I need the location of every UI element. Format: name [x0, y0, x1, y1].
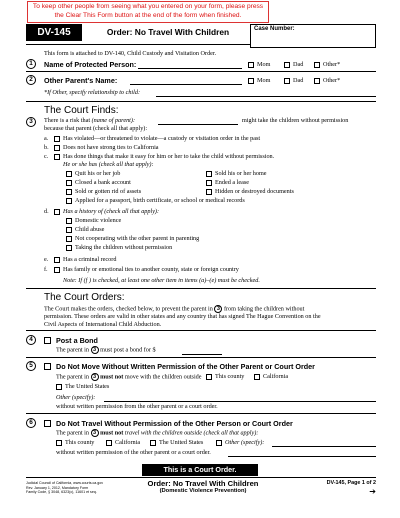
hidden-docs-checkbox[interactable]	[206, 189, 212, 195]
not-cooperating-label: Not cooperating with the other parent in parenting	[75, 235, 200, 242]
post-bond-post: must post a bond for $	[100, 346, 156, 354]
orders-text-3: Civil Aspects of International Child Abduction.	[44, 321, 162, 328]
no-travel-california-label: California	[115, 439, 141, 446]
ref-item-3: 3	[91, 429, 99, 437]
rule	[26, 288, 376, 289]
orders-text-1	[44, 305, 304, 313]
letter-e: e.	[44, 256, 49, 263]
footer-center	[118, 479, 288, 496]
finding-f: Has family or emotional ties to another county, state or foreign country	[63, 266, 239, 273]
no-move-us-checkbox[interactable]	[56, 384, 62, 390]
finding-f-checkbox[interactable]	[54, 267, 60, 273]
orders-text-1b: from taking the children without	[223, 305, 305, 313]
dad-label-1: Dad	[293, 61, 304, 68]
no-travel-county-checkbox[interactable]	[56, 440, 62, 446]
closed-bank-label: Closed a bank account	[75, 179, 131, 186]
no-travel-other-label: Other (specify):	[225, 439, 265, 446]
post-bond-title: Post a Bond	[56, 336, 98, 345]
form-title: Order: No Travel With Children	[106, 27, 230, 37]
no-travel-text	[56, 429, 258, 437]
no-travel-post: travel with the children outside (check all that apply):	[124, 429, 259, 437]
footer-line-3: Family Code, § 3048, 6323(c), 11601 et seq.	[26, 490, 97, 495]
no-travel-county-label: This county	[65, 439, 95, 446]
no-travel-other-field[interactable]	[272, 440, 376, 447]
protected-person-label: Name of Protected Person:	[44, 60, 137, 69]
footer-subtitle: (Domestic Violence Prevention)	[159, 488, 247, 495]
closed-bank-checkbox[interactable]	[66, 180, 72, 186]
court-order-banner: This is a Court Order.	[142, 464, 258, 476]
letter-d: d.	[44, 208, 49, 215]
item-number-6: 6	[26, 418, 36, 428]
rule	[26, 413, 376, 414]
domestic-violence-checkbox[interactable]	[66, 218, 72, 224]
dad-checkbox-2[interactable]	[284, 78, 290, 84]
finding-b-checkbox[interactable]	[54, 145, 60, 151]
no-move-pre: The parent in	[56, 373, 89, 381]
risk-line-2: because that parent (check all that apply):	[44, 125, 148, 132]
other-label-2: Other*	[323, 77, 341, 84]
no-move-california-checkbox[interactable]	[254, 374, 260, 380]
no-move-california-label: California	[263, 373, 289, 380]
risk-italic: (name of parent):	[91, 117, 136, 124]
mom-label-1: Mom	[257, 61, 271, 68]
not-cooperating-checkbox[interactable]	[66, 236, 72, 242]
mom-checkbox-1[interactable]	[248, 62, 254, 68]
case-number-label: Case Number:	[254, 26, 295, 32]
no-travel-checkbox[interactable]	[44, 420, 51, 427]
letter-f: f.	[44, 266, 48, 273]
footer-line-1: Judicial Council of California, www.courts.ca.gov	[26, 481, 104, 485]
other-parent-field[interactable]	[130, 78, 242, 85]
ref-item-3: 3	[91, 346, 99, 354]
privacy-notice: To keep other people from seeing what you entered on your form, please press the Clear This Form button at the end of the form when finished.	[27, 1, 269, 23]
post-bond-pre: The parent in	[56, 346, 89, 354]
protected-person-field[interactable]	[138, 62, 242, 69]
quit-job-checkbox[interactable]	[66, 171, 72, 177]
ended-lease-label: Ended a lease	[215, 179, 250, 186]
dad-label-2: Dad	[293, 77, 304, 84]
post-bond-checkbox[interactable]	[44, 337, 51, 344]
header-rule	[26, 44, 250, 45]
risk-pre: There is a risk that	[44, 117, 91, 124]
finding-e-checkbox[interactable]	[54, 257, 60, 263]
applied-passport-checkbox[interactable]	[66, 198, 72, 204]
footer-left	[26, 481, 116, 495]
finding-c-checkbox[interactable]	[54, 154, 60, 160]
no-travel-california-checkbox[interactable]	[106, 440, 112, 446]
child-abuse-checkbox[interactable]	[66, 227, 72, 233]
footer-title: Order: No Travel With Children	[147, 479, 259, 488]
court-finds-heading: The Court Finds:	[44, 105, 119, 116]
risk-line	[44, 117, 135, 125]
court-orders-heading: The Court Orders:	[44, 292, 125, 303]
next-page-arrow-icon[interactable]: ➔	[369, 486, 376, 496]
ended-lease-checkbox[interactable]	[206, 180, 212, 186]
no-move-checkbox[interactable]	[44, 363, 51, 370]
no-move-county-label: This county	[215, 373, 245, 380]
no-travel-pre: The parent in	[56, 429, 89, 437]
risk-post: might take the children without permission	[242, 117, 349, 124]
taking-children-checkbox[interactable]	[66, 245, 72, 251]
no-move-post: move with the children outside	[124, 373, 202, 381]
sold-assets-label: Sold or gotten rid of assets	[75, 188, 142, 195]
no-travel-mid: must not	[100, 429, 124, 437]
finding-note: Note: If (f ) is checked, at least one other item in items (a)–(e) must be checked.	[63, 277, 260, 284]
sold-assets-checkbox[interactable]	[66, 189, 72, 195]
sold-home-label: Sold his or her home	[215, 170, 267, 177]
no-move-other-label: Other (specify):	[56, 394, 96, 401]
letter-c: c.	[44, 153, 49, 160]
no-move-text	[56, 373, 202, 381]
sold-home-checkbox[interactable]	[206, 171, 212, 177]
footer-line-2: Rev. January 1, 2012, Mandatory Form	[26, 485, 89, 490]
mom-label-2: Mom	[257, 77, 271, 84]
hidden-docs-label: Hidden or destroyed documents	[215, 188, 294, 195]
applied-passport-label: Applied for a passport, birth certificate, or school or medical records	[75, 197, 245, 204]
footer-page: DV-145, Page 1 of 2	[326, 480, 376, 486]
dad-checkbox-1[interactable]	[284, 62, 290, 68]
case-number-box[interactable]	[250, 24, 376, 48]
taking-children-label: Taking the children without permission	[75, 244, 173, 251]
item-number-3: 3	[26, 117, 36, 127]
item-number-1: 1	[26, 59, 36, 69]
no-move-title: Do Not Move Without Written Permission of the Other Parent or Court Order	[56, 362, 315, 371]
rule	[26, 330, 376, 331]
finding-d-checkbox[interactable]	[54, 209, 60, 215]
rule	[26, 357, 376, 358]
quit-job-label: Quit his or her job	[75, 170, 121, 177]
letter-b: b.	[44, 144, 49, 151]
ref-item-3: 3	[91, 373, 99, 381]
item-number-4: 4	[26, 335, 36, 345]
no-travel-other-checkbox[interactable]	[216, 440, 222, 446]
finding-a: Has violated—or threatened to violate—a custody or visitation order in the past	[63, 135, 261, 142]
no-move-us-label: The United States	[65, 383, 110, 390]
post-bond-text	[56, 346, 156, 354]
domestic-violence-label: Domestic violence	[75, 217, 122, 224]
child-abuse-label: Child abuse	[75, 226, 105, 233]
no-move-county-checkbox[interactable]	[206, 374, 212, 380]
item-number-5: 5	[26, 361, 36, 371]
bond-amount-field[interactable]	[182, 348, 222, 355]
no-move-other-field[interactable]	[104, 395, 376, 402]
letter-a: a.	[44, 135, 49, 142]
other-checkbox-1[interactable]	[314, 62, 320, 68]
footer-right	[300, 480, 376, 497]
no-move-without: without written permission from the other parent or a court order.	[56, 403, 218, 410]
no-travel-us-checkbox[interactable]	[150, 440, 156, 446]
no-travel-title: Do Not Travel Without Permission of the Other Person or Court Order	[56, 419, 293, 428]
other-parent-label: Other Parent's Name:	[44, 76, 118, 85]
footer-rule	[26, 477, 376, 478]
no-travel-extra-field[interactable]	[228, 450, 376, 457]
no-move-mid: must not	[100, 373, 124, 381]
no-travel-us-label: The United States	[159, 439, 204, 446]
attached-text: This form is attached to DV-140, Child Custody and Visitation Order.	[44, 50, 217, 57]
risk-parent-field[interactable]	[158, 118, 238, 125]
finding-c: Has done things that make it easy for him or her to take the child without permission.	[63, 153, 275, 160]
other-label-1: Other*	[323, 61, 341, 68]
other-checkbox-2[interactable]	[314, 78, 320, 84]
item-number-2: 2	[26, 75, 36, 85]
orders-text-2: permission. These orders are valid in other states and any country that has signed The Hague Convention on the	[44, 313, 321, 320]
finding-d: Has a history of (check all that apply):	[63, 208, 160, 215]
finding-a-checkbox[interactable]	[54, 136, 60, 142]
ref-item-3: 3	[214, 305, 222, 313]
finding-c-sub: He or she has (check all that apply):	[63, 161, 154, 168]
finding-e: Has a criminal record	[63, 256, 117, 263]
finding-b: Does not have strong ties to California	[63, 144, 159, 151]
form-number: DV-145	[26, 24, 82, 41]
rule	[26, 101, 376, 102]
other-relationship-field[interactable]	[156, 90, 376, 97]
rule	[26, 71, 376, 72]
mom-checkbox-2[interactable]	[248, 78, 254, 84]
orders-text-1a: The Court makes the orders, checked below, to prevent the parent in	[44, 305, 213, 313]
no-travel-without: without written permission of the other parent or a court order.	[56, 449, 211, 456]
other-relationship-note: *If Other, specify relationship to child:	[44, 89, 141, 96]
